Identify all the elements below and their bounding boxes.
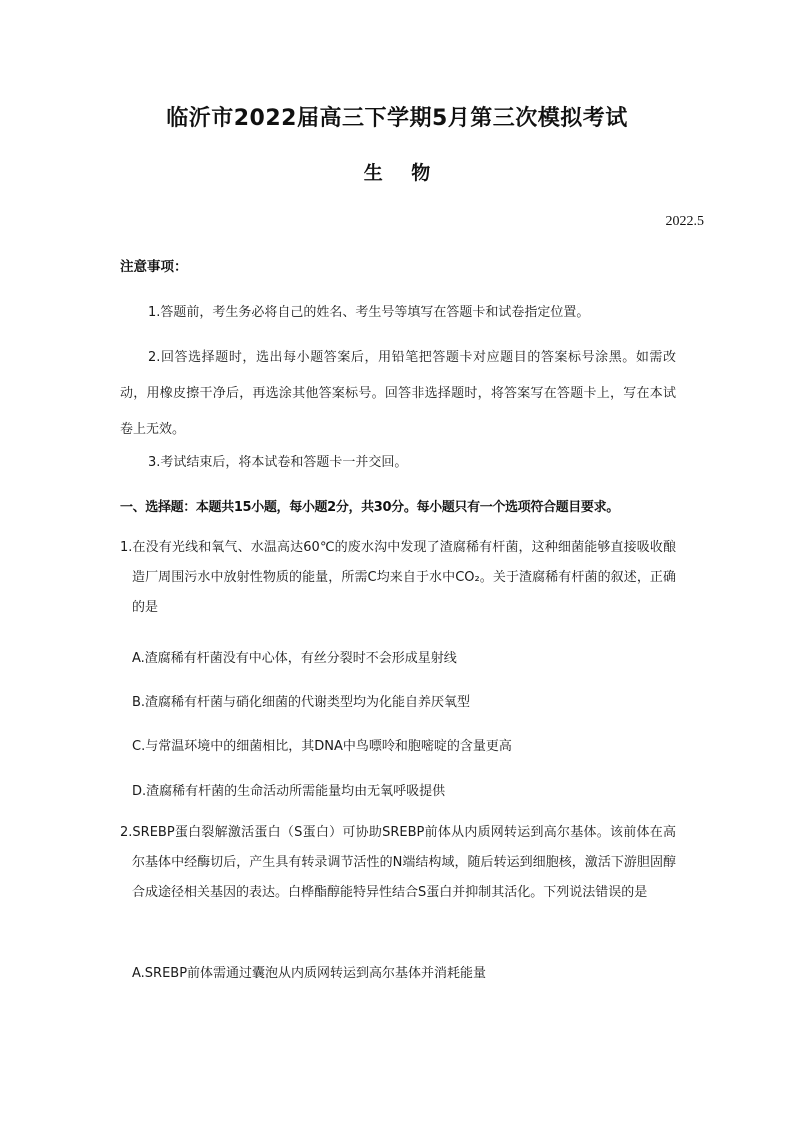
question-option: B.渣腐稀有杆菌与硝化细菌的代谢类型均为化能自养厌氧型: [132, 695, 471, 710]
question-option: A.渣腐稀有杆菌没有中心体，有丝分裂时不会形成星射线: [132, 651, 457, 666]
question-stem: 2.SREBP蛋白裂解激活蛋白（S蛋白）可协助SREBP前体从内质网转运到高尔基体。该前体在高尔基体中经酶切后，产生具有转录调节活性的N端结构域，随后转运到细胞核，激活下游胆固醇合成途径相关基因的表达。白桦酯醇能特异性结合S蛋白并抑制其活化。下列说法错误的是: [120, 825, 676, 900]
question-option: A.SREBP前体需通过囊泡从内质网转运到高尔基体并消耗能量: [132, 966, 487, 981]
notice-heading: 注意事项：: [120, 259, 188, 275]
subject-title: 生 物: [363, 162, 431, 184]
question-option: D.渣腐稀有杆菌的生命活动所需能量均由无氧呼吸提供: [132, 784, 446, 799]
question-stem: 1.在没有光线和氧气、水温高达60℃的废水沟中发现了渣腐稀有杆菌，这种细菌能够直接吸收酿造厂周围污水中放射性物质的能量，所需C均来自于水中CO₂。关于渣腐稀有杆菌的叙述，正确的是: [120, 540, 676, 615]
question-option: C.与常温环境中的细菌相比，其DNA中鸟嘌呤和胞嘧啶的含量更高: [132, 739, 512, 754]
section-heading: 一、选择题：本题共15小题，每小题2分，共30分。每小题只有一个选项符合题目要求。: [120, 500, 619, 515]
notice-item: 3.考试结束后，将本试卷和答题卡一并交回。: [148, 455, 408, 470]
notice-item: 1.答题前，考生务必将自己的姓名、考生号等填写在答题卡和试卷指定位置。: [148, 305, 590, 320]
notice-item: 2.回答选择题时，选出每小题答案后，用铅笔把答题卡对应题目的答案标号涂黑。如需改动，用橡皮擦干净后，再选涂其他答案标号。回答非选择题时，将答案写在答题卡上，写在本试卷上无效。: [120, 350, 676, 437]
exam-title: 临沂市2022届高三下学期5月第三次模拟考试: [166, 106, 628, 131]
exam-date: 2022.5: [665, 214, 704, 229]
